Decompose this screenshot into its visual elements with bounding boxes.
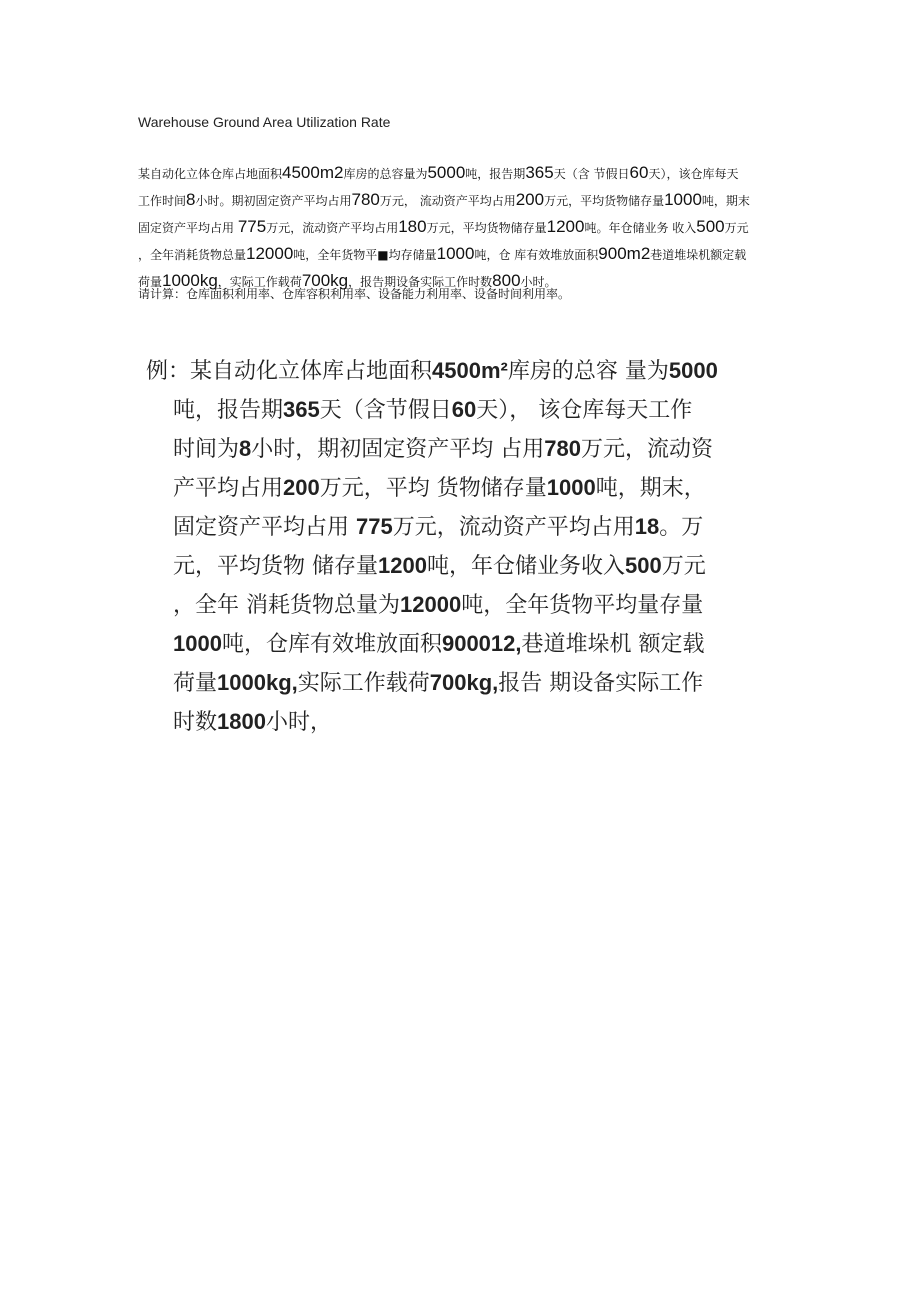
example-line bbox=[146, 391, 786, 430]
text-segment: 吨，年仓储业务收入 bbox=[426, 554, 625, 579]
text-segment: 万元，流动资 bbox=[580, 437, 713, 462]
text-segment: 报告 期设备实际工作 bbox=[498, 671, 704, 696]
number-value: 780 bbox=[544, 436, 581, 461]
number-value: 900012, bbox=[441, 631, 522, 656]
problem-line bbox=[138, 160, 784, 187]
text-segment: 吨，期末 bbox=[701, 194, 750, 208]
number-value: 775 bbox=[356, 514, 393, 539]
number-value: 200 bbox=[515, 190, 545, 209]
text-segment: 巷道堆垛机额定载 bbox=[650, 248, 747, 262]
text-segment: 实际工作载荷 bbox=[297, 671, 430, 696]
text-segment: 吨。年仓储业务 收入 bbox=[584, 221, 697, 235]
number-value: 1000 bbox=[664, 190, 702, 209]
text-segment: 固定资产平均占用 bbox=[138, 221, 238, 235]
problem-line bbox=[138, 214, 784, 241]
text-segment: 巷道堆垛机 额定载 bbox=[521, 632, 705, 657]
text-segment: 吨，全年货物平■均存储量 bbox=[293, 248, 437, 262]
problem-line bbox=[138, 241, 784, 268]
number-value: 775 bbox=[237, 217, 267, 236]
number-value: 365 bbox=[525, 163, 554, 182]
text-segment: 固定资产平均占用 bbox=[173, 515, 356, 540]
example-line bbox=[146, 625, 786, 664]
number-value: 700kg, bbox=[429, 670, 499, 695]
example-line bbox=[146, 469, 786, 508]
text-segment: 天），该仓库每天 bbox=[648, 167, 739, 181]
number-value: 8 bbox=[186, 190, 196, 209]
number-value: 365 bbox=[283, 397, 320, 422]
number-value: 800 bbox=[492, 271, 521, 290]
number-value: 180 bbox=[398, 217, 427, 236]
number-value: 60 bbox=[451, 397, 477, 422]
example-paragraph bbox=[146, 352, 786, 742]
number-value: 1200 bbox=[378, 553, 427, 578]
text-segment: 小时。 bbox=[520, 275, 557, 289]
text-segment: ，实际工作载荷 bbox=[217, 275, 302, 289]
text-segment: 小时，期初固定资产平均 占用 bbox=[251, 437, 545, 462]
example-line bbox=[146, 586, 786, 625]
text-segment: 吨，期末， bbox=[595, 476, 706, 501]
number-value: 1000 bbox=[173, 631, 222, 656]
text-segment: 万元 bbox=[724, 221, 749, 235]
document-title: Warehouse Ground Area Utilization Rate bbox=[138, 114, 391, 130]
text-segment: 天（含节假日 bbox=[319, 398, 452, 423]
number-value: 900m2 bbox=[598, 244, 651, 263]
text-segment: 例：某自动化立体库占地面积 bbox=[146, 359, 433, 384]
text-segment: 荷量 bbox=[173, 671, 218, 696]
text-segment: 。万 bbox=[659, 515, 704, 540]
number-value: 18 bbox=[634, 514, 660, 539]
text-segment: 万元，平均 货物储存量 bbox=[319, 476, 547, 501]
number-value: 780 bbox=[351, 190, 380, 209]
text-segment: 时数 bbox=[173, 710, 218, 735]
text-segment: 元，平均货物 储存量 bbox=[173, 554, 378, 579]
problem-line bbox=[138, 187, 784, 214]
number-value: 1000kg, bbox=[217, 670, 298, 695]
text-segment: 吨，报告期 bbox=[173, 398, 284, 423]
number-value: 200 bbox=[283, 475, 320, 500]
text-segment: 工作时间 bbox=[138, 194, 187, 208]
example-line bbox=[146, 703, 786, 742]
number-value: 4500m2 bbox=[282, 163, 344, 182]
text-segment: 万元 bbox=[661, 554, 706, 579]
text-segment: 天）， 该仓库每天工作 bbox=[476, 398, 693, 423]
text-segment: 吨，仓库有效堆放面积 bbox=[221, 632, 442, 657]
number-value: 1800 bbox=[217, 709, 266, 734]
text-segment: 时间为 bbox=[173, 437, 240, 462]
number-value: 1000 bbox=[546, 475, 596, 500]
text-segment: 小时， bbox=[265, 710, 332, 735]
text-segment: 万元， 流动资产平均占用 bbox=[379, 194, 516, 208]
text-segment: 万元，流动资产平均占用 bbox=[392, 515, 635, 540]
text-segment: ，全年 消耗货物总量为 bbox=[173, 593, 400, 618]
text-segment: 天（含 节假日 bbox=[553, 167, 630, 181]
text-segment: 小时。期初固定资产平均占用 bbox=[195, 194, 352, 208]
text-segment: 荷量 bbox=[138, 275, 163, 289]
text-segment: 吨，全年货物平均量存量 bbox=[461, 593, 704, 618]
number-value: 1000kg bbox=[162, 271, 218, 290]
text-segment: 库房的总容量为 bbox=[343, 167, 428, 181]
calculation-request: 请计算：仓库面积利用率、仓库容积利用率、设备能力利用率、设备时间利用率。 bbox=[138, 287, 571, 301]
number-value: 60 bbox=[629, 163, 649, 182]
example-line bbox=[146, 547, 786, 586]
number-value: 4500m² bbox=[432, 358, 508, 383]
text-segment: ，报告期设备实际工作时数 bbox=[348, 275, 493, 289]
problem-paragraph bbox=[138, 160, 784, 295]
number-value: 5000 bbox=[668, 358, 718, 383]
number-value: 5000 bbox=[427, 163, 466, 182]
number-value: 12000 bbox=[400, 592, 462, 617]
text-segment: 吨，报告期 bbox=[465, 167, 526, 181]
example-line bbox=[146, 508, 786, 547]
example-line bbox=[146, 430, 786, 469]
text-segment: 产平均占用 bbox=[173, 476, 284, 501]
number-value: 1200 bbox=[546, 217, 585, 236]
number-value: 12000 bbox=[246, 244, 294, 263]
text-segment: ，全年消耗货物总量 bbox=[138, 248, 247, 262]
example-line bbox=[146, 352, 786, 391]
number-value: 700kg bbox=[301, 271, 349, 290]
number-value: 500 bbox=[624, 553, 662, 578]
text-segment: 库房的总容 量为 bbox=[507, 359, 669, 384]
number-value: 500 bbox=[696, 217, 725, 236]
text-segment: 吨，仓 库有效堆放面积 bbox=[474, 248, 599, 262]
number-value: 8 bbox=[239, 436, 252, 461]
text-segment: 万元，流动资产平均占用 bbox=[266, 221, 399, 235]
text-segment: 万元，平均货物储存量 bbox=[544, 194, 665, 208]
text-segment: 某自动化立体仓库占地面积 bbox=[138, 167, 283, 181]
text-segment: 万元，平均货物储存量 bbox=[426, 221, 547, 235]
example-line bbox=[146, 664, 786, 703]
number-value: 1000 bbox=[436, 244, 475, 263]
